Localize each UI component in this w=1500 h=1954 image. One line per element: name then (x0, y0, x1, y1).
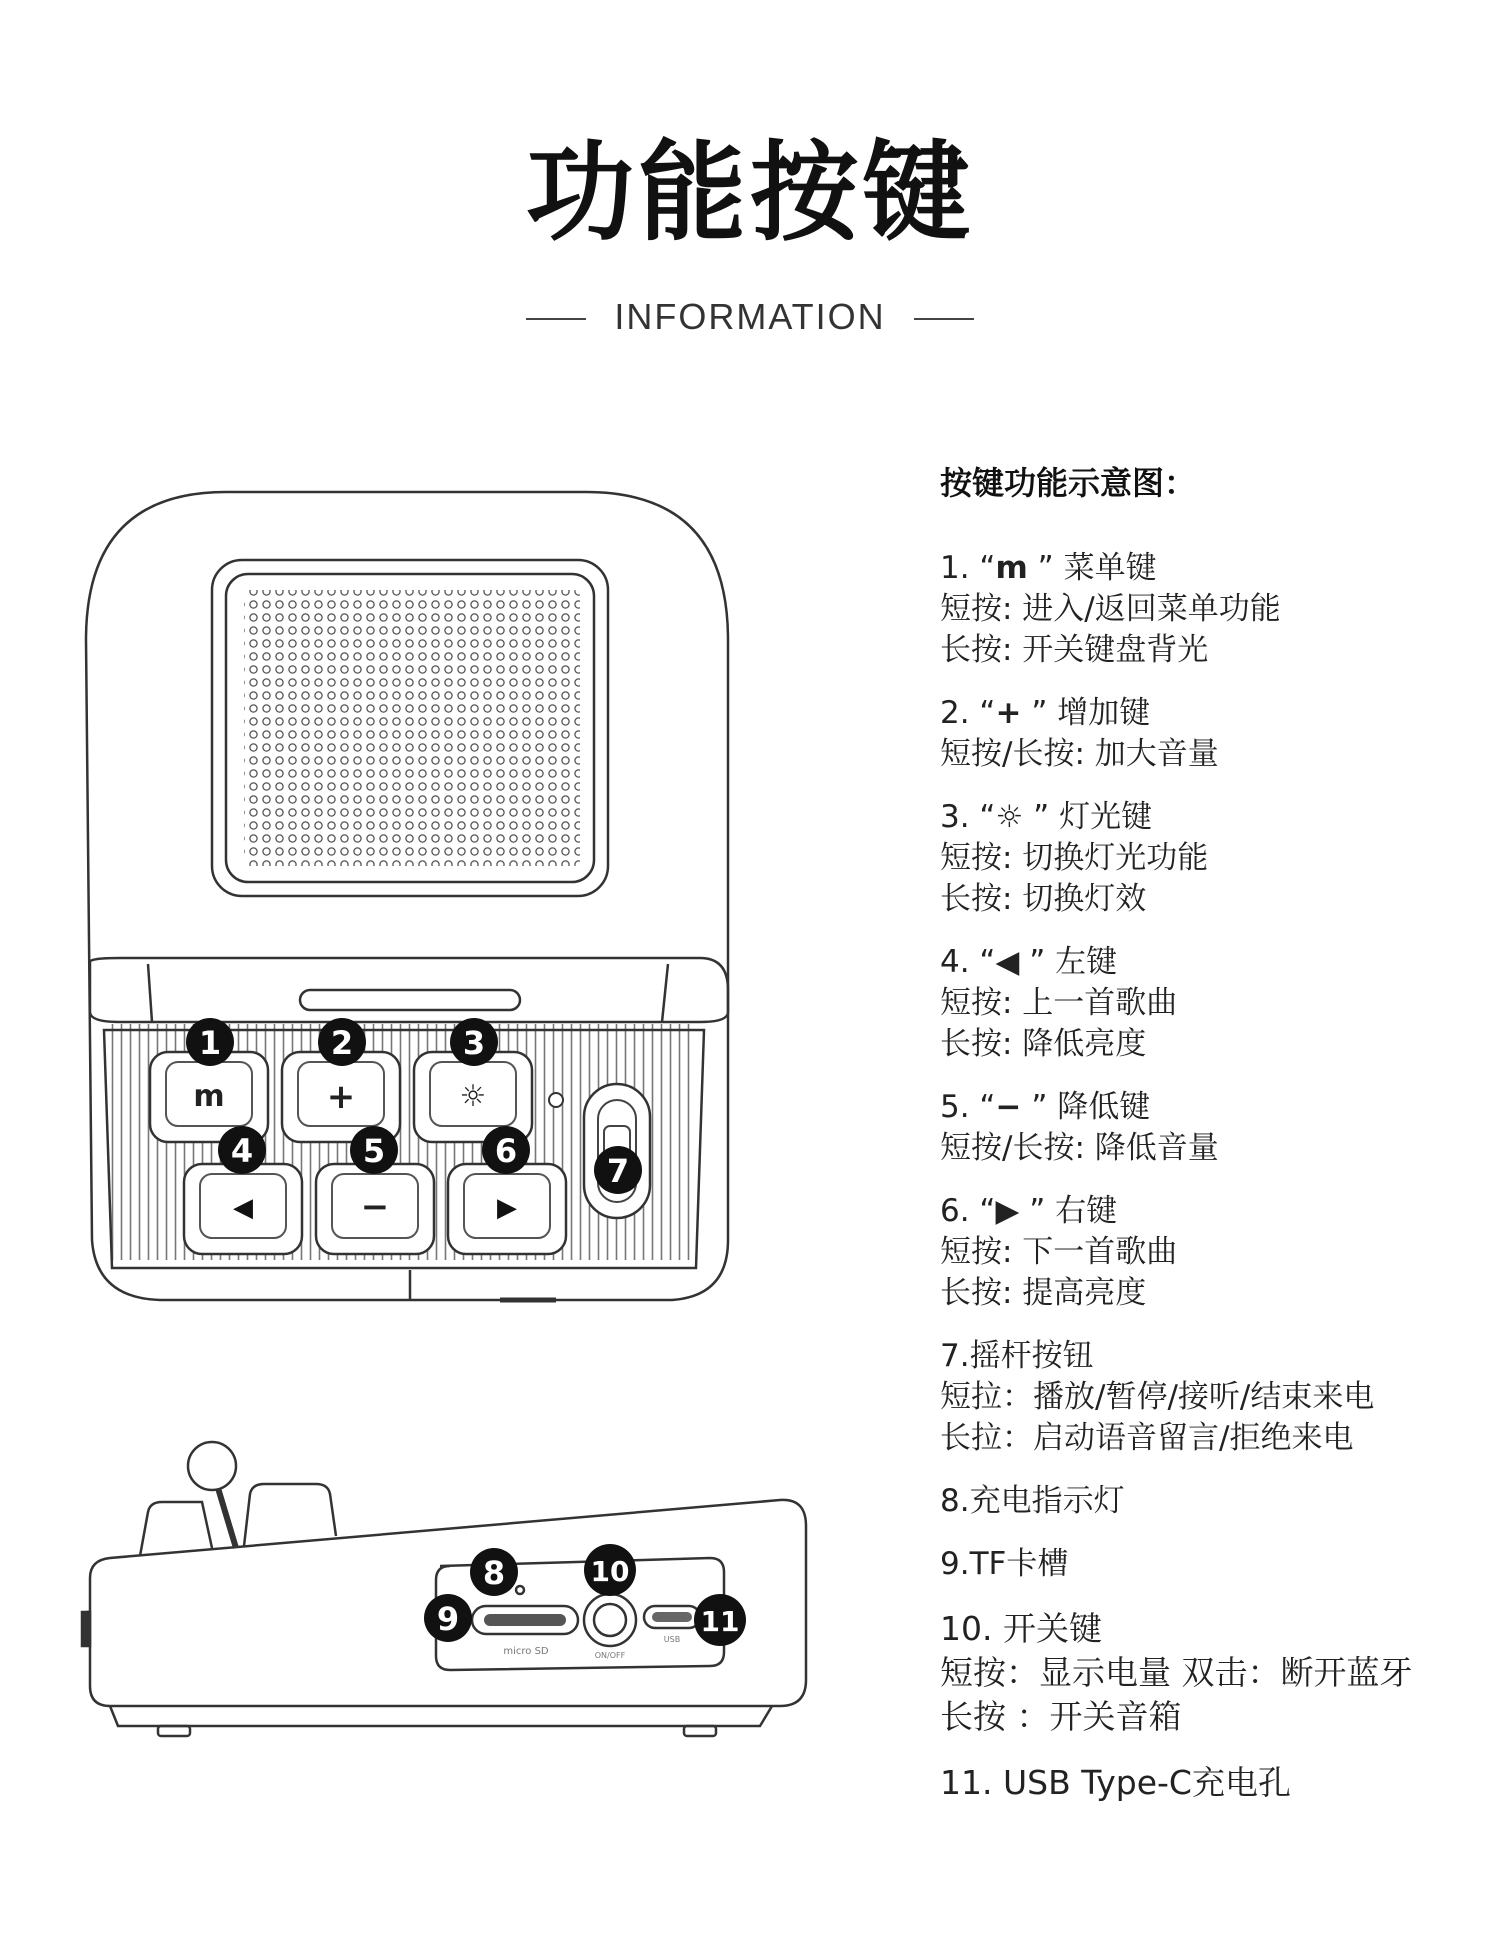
legend-line (940, 630, 1480, 671)
legend-line-text: 6. “ (940, 1193, 996, 1229)
legend-item (940, 1481, 1480, 1522)
legend-line (940, 1544, 1480, 1585)
legend-line (940, 1607, 1480, 1651)
legend-line (940, 1024, 1480, 1065)
legend-line-text: 长按: 切换灯效 (940, 881, 1147, 917)
legend-line (940, 983, 1480, 1024)
page-title: 功能按键 (525, 131, 974, 256)
legend-items (940, 548, 1480, 1805)
usb-label: USB (663, 1635, 681, 1644)
legend-line-text: 短按：显示电量 双击：断开蓝牙 (940, 1653, 1413, 1692)
legend-line (940, 1651, 1480, 1695)
legend-line-text: 短按: 上一首歌曲 (940, 985, 1178, 1021)
keycap-4-symbol: ◀ (233, 1193, 253, 1223)
keycap-5-symbol: − (360, 1187, 390, 1227)
svg-text:1: 1 (198, 1024, 222, 1062)
legend-item (940, 797, 1480, 920)
legend-item (940, 1087, 1480, 1169)
badge-9 (424, 1594, 472, 1642)
legend-line (940, 548, 1480, 589)
legend-line (940, 797, 1480, 838)
legend-line-text: 2. “ (940, 695, 996, 731)
svg-text:3: 3 (462, 1024, 486, 1062)
legend-line-text: 9.TF卡槽 (940, 1546, 1069, 1582)
legend-line-text: 7.摇杆按钮 (940, 1338, 1094, 1374)
legend-key-glyph: ☼ (995, 799, 1024, 835)
legend-item (940, 1544, 1480, 1585)
svg-text:6: 6 (494, 1132, 518, 1170)
legend-line (940, 1273, 1480, 1314)
keycap-4 (184, 1164, 302, 1254)
legend-line-text: 短按/长按: 降低音量 (940, 1130, 1219, 1166)
legend-line-text: 3. “ (940, 799, 996, 835)
badge-5 (350, 1126, 398, 1174)
legend-heading: 按键功能示意图： (940, 464, 1197, 502)
power-label: ON/OFF (594, 1651, 626, 1660)
legend-line-suffix: ” 右键 (1019, 1193, 1118, 1229)
legend-line-text: 短按: 下一首歌曲 (940, 1234, 1178, 1270)
legend-line (940, 1232, 1480, 1273)
svg-text:4: 4 (230, 1132, 254, 1170)
badge-3 (450, 1018, 498, 1066)
legend-line-text: 短按: 进入/返回菜单功能 (940, 591, 1281, 627)
legend-item (940, 1607, 1480, 1739)
legend-line (940, 1336, 1480, 1377)
keycap-5 (316, 1164, 434, 1254)
legend-line-text: 4. “ (940, 944, 996, 980)
legend-line-suffix: ” 菜单键 (1027, 550, 1157, 586)
keycap-6-symbol: ▶ (497, 1193, 517, 1223)
legend-line-suffix: ” 灯光键 (1023, 799, 1153, 835)
legend-key-glyph: m (995, 550, 1028, 586)
svg-text:7: 7 (606, 1152, 630, 1190)
led-dot (516, 1586, 524, 1594)
legend-line (940, 734, 1480, 775)
legend-line-text: 短按: 切换灯光功能 (940, 840, 1209, 876)
legend-line-text: 5. “ (940, 1089, 996, 1125)
legend-item (940, 1336, 1480, 1459)
legend-item (940, 693, 1480, 775)
legend-line-text: 长按: 提高亮度 (940, 1275, 1147, 1311)
legend-line (940, 942, 1480, 983)
legend-line-text: 长拉：启动语音留言/拒绝来电 (940, 1420, 1354, 1456)
legend-line-suffix: ” 增加键 (1021, 695, 1151, 731)
legend-line-suffix: ” 左键 (1019, 944, 1118, 980)
legend (940, 458, 1480, 1827)
legend-line (940, 1191, 1480, 1232)
legend-line-text: 8.充电指示灯 (940, 1483, 1125, 1519)
legend-line-text: 短按/长按: 加大音量 (940, 736, 1219, 772)
legend-line-suffix: ” 降低键 (1021, 1089, 1151, 1125)
subtitle-text: INFORMATION (614, 296, 886, 337)
keycap-3-symbol: ☼ (459, 1079, 487, 1114)
legend-key-glyph: − (995, 1089, 1022, 1125)
legend-line-text: 11. USB Type-C充电孔 (940, 1763, 1291, 1802)
legend-item (940, 1761, 1480, 1805)
badge-2 (318, 1018, 366, 1066)
side-view (82, 1442, 806, 1736)
legend-line-text: 1. “ (940, 550, 996, 586)
svg-text:11: 11 (700, 1605, 740, 1638)
legend-line (940, 838, 1480, 879)
legend-key-glyph: ◀ (995, 944, 1020, 980)
legend-line-text: 10. 开关键 (940, 1609, 1102, 1648)
badge-10 (584, 1544, 636, 1596)
speaker-grill (244, 590, 580, 866)
legend-key-glyph: ▶ (995, 1193, 1020, 1229)
legend-line (940, 1481, 1480, 1522)
sd-label: micro SD (503, 1646, 549, 1657)
badge-4 (218, 1126, 266, 1174)
legend-line (940, 879, 1480, 920)
svg-text:8: 8 (482, 1554, 506, 1592)
svg-text:5: 5 (362, 1132, 386, 1170)
badge-7 (594, 1146, 642, 1194)
svg-text:2: 2 (330, 1024, 354, 1062)
badge-11 (694, 1594, 746, 1646)
legend-line (940, 589, 1480, 630)
legend-item (940, 942, 1480, 1065)
legend-line (940, 1761, 1480, 1805)
badge-1 (186, 1018, 234, 1066)
legend-line (940, 1377, 1480, 1418)
legend-line-text: 长按: 降低亮度 (940, 1026, 1147, 1062)
legend-line-text: 短拉：播放/暂停/接听/结束来电 (940, 1379, 1375, 1415)
joystick-knob (188, 1442, 236, 1490)
legend-key-glyph: + (995, 695, 1022, 731)
keycap-2-symbol: + (326, 1077, 356, 1117)
svg-text:9: 9 (436, 1600, 460, 1638)
legend-line-text: 长按 ：开关音箱 (940, 1697, 1182, 1736)
legend-line (940, 1087, 1480, 1128)
badge-8 (470, 1548, 518, 1596)
badge-6 (482, 1126, 530, 1174)
keycap-6 (448, 1164, 566, 1254)
keycap-1-symbol: m (193, 1079, 225, 1114)
legend-line (940, 1695, 1480, 1739)
legend-line (940, 693, 1480, 734)
legend-line (940, 1128, 1480, 1169)
legend-item (940, 1191, 1480, 1314)
legend-item (940, 548, 1480, 671)
charge-indicator-led (549, 1093, 563, 1107)
legend-line (940, 1418, 1480, 1459)
svg-text:10: 10 (590, 1555, 630, 1588)
legend-line-text: 长按: 开关键盘背光 (940, 632, 1209, 668)
